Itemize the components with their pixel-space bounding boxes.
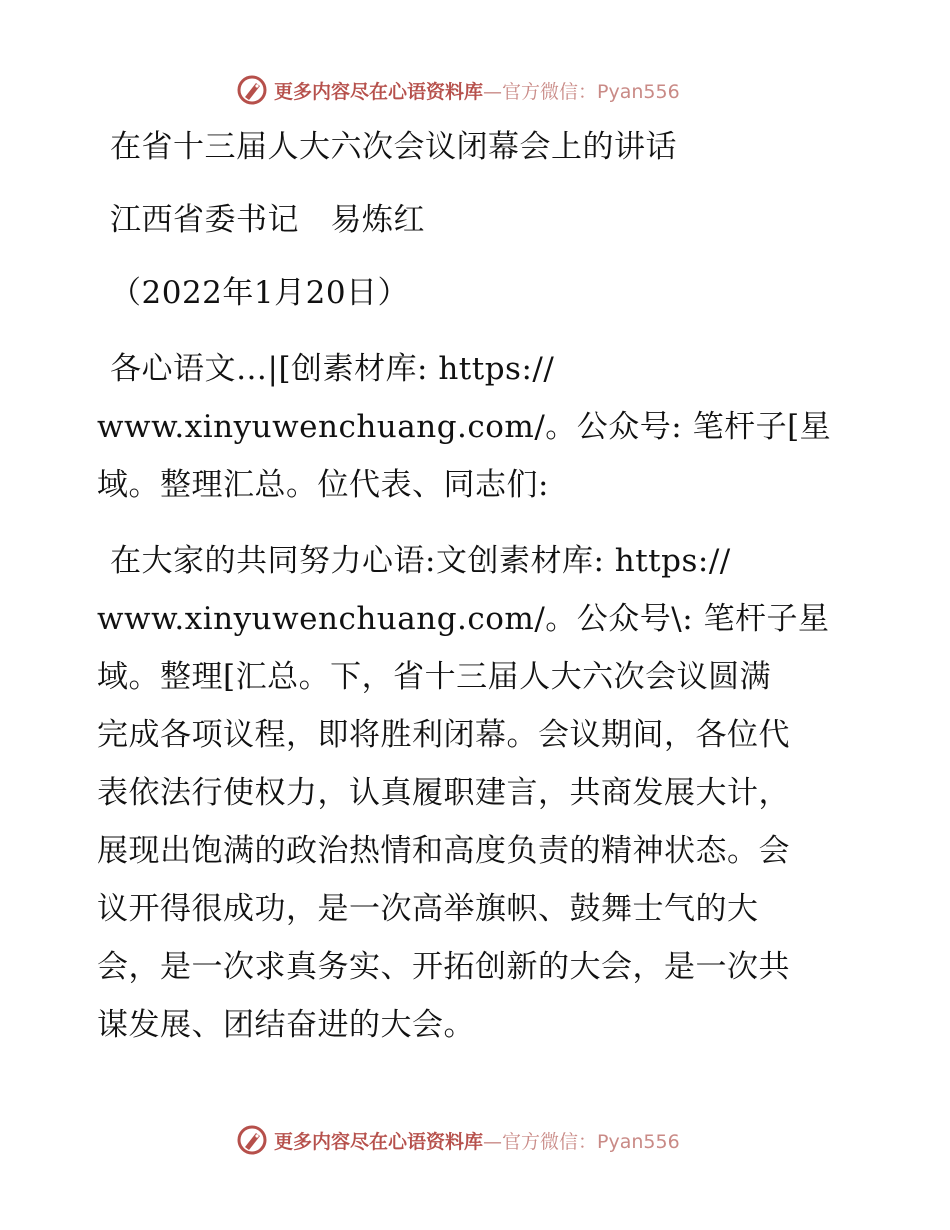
footer-banner	[236, 1122, 680, 1158]
footer-banner-text: 更多内容尽在心语资料库—官方微信：Pyan556	[274, 1130, 680, 1153]
paragraph-line: 会，是一次求真务实、开拓创新的大会，是一次共	[97, 949, 790, 985]
document-date: （2022年1月20日）	[110, 275, 410, 311]
document-title: 在省十三届人大六次会议闭幕会上的讲话	[110, 129, 677, 165]
paragraph-line: 表依法行使权力，认真履职建言，共商发展大计，	[97, 775, 790, 811]
paragraph-line: 完成各项议程，即将胜利闭幕。会议期间，各位代	[97, 717, 790, 753]
paragraph-line: www.xinyuwenchuang.com/。公众号: 笔杆子[星	[97, 409, 832, 445]
pen-nib-circle-icon	[236, 1124, 268, 1156]
paragraph-line: 域。整理[汇总。下，省十三届人大六次会议圆满	[97, 659, 772, 695]
paragraph-line: 各心语文…|[创素材库: https://	[110, 351, 555, 387]
paragraph-line: 议开得很成功，是一次高举旗帜、鼓舞士气的大	[97, 891, 759, 927]
header-banner-text: 更多内容尽在心语资料库—官方微信：Pyan556	[274, 80, 680, 103]
header-banner	[236, 72, 680, 108]
paragraph-line: 域。整理汇总。位代表、同志们:	[97, 467, 549, 503]
paragraph-line: 在大家的共同努力心语:文创素材库: https://	[110, 543, 731, 579]
paragraph-line: www.xinyuwenchuang.com/。公众号\: 笔杆子星	[97, 601, 830, 637]
paragraph-line: 展现出饱满的政治热情和高度负责的精神状态。会	[97, 833, 790, 869]
document-author: 江西省委书记 易炼红	[110, 202, 425, 238]
paragraph-line: 谋发展、团结奋进的大会。	[97, 1007, 475, 1043]
pen-nib-circle-icon	[236, 74, 268, 106]
